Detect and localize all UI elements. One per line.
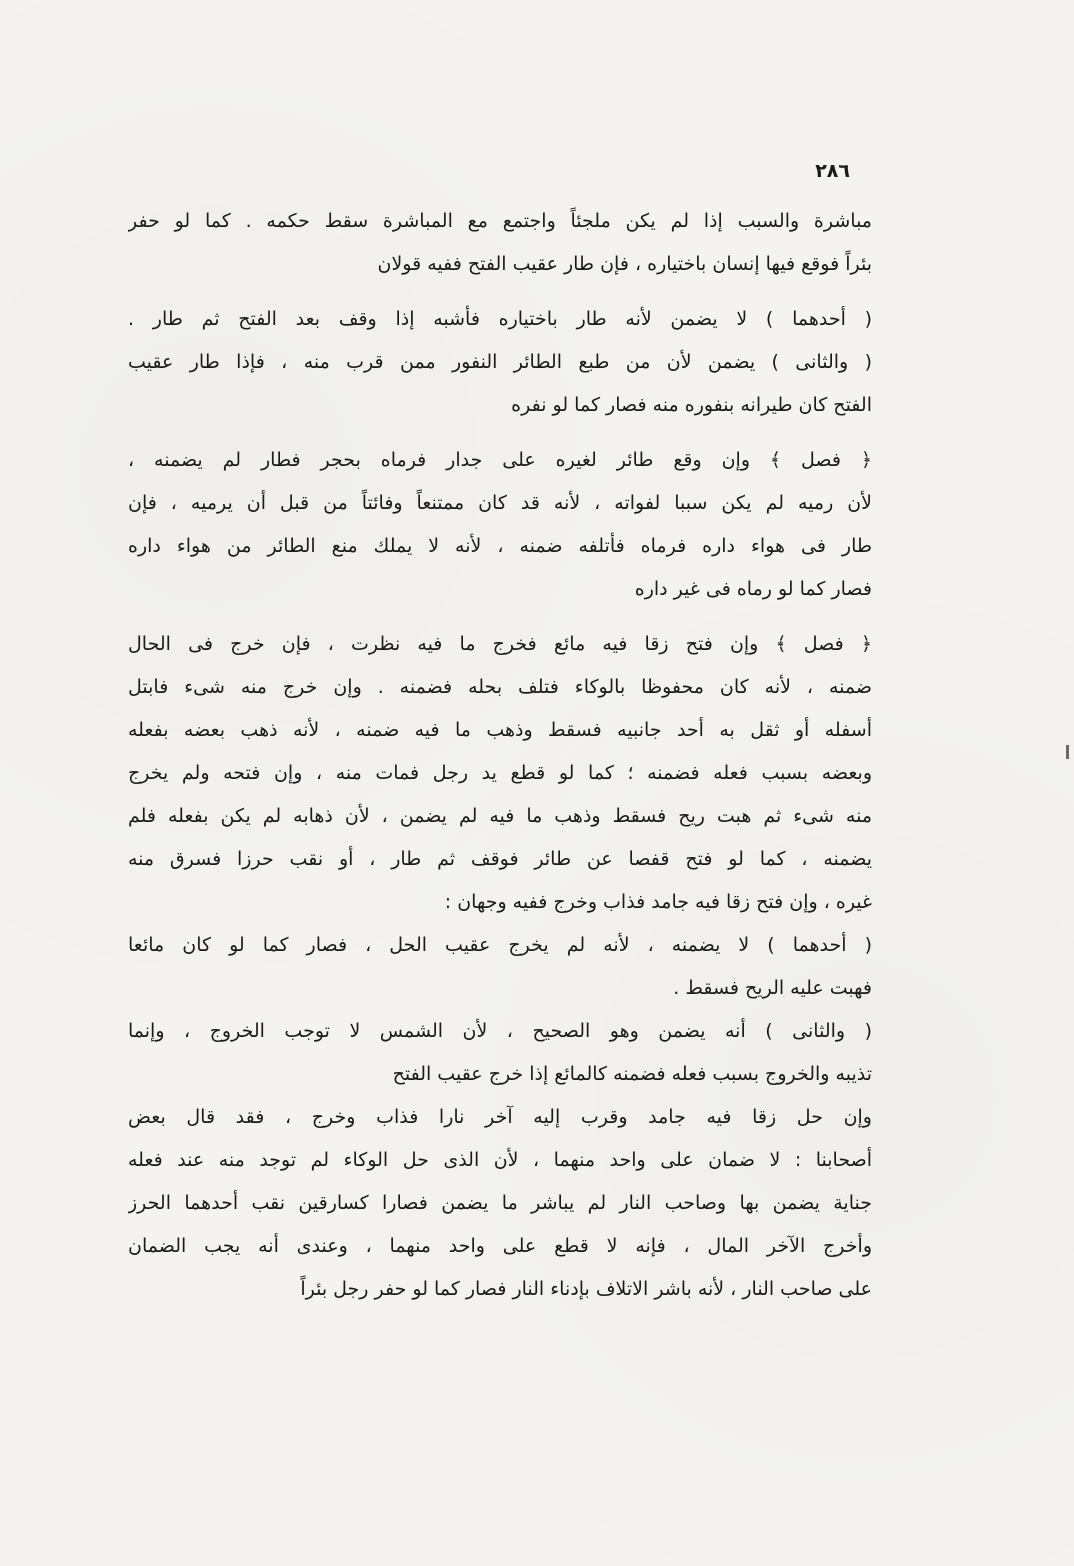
text-line: بئراً فوقع فيها إنسان باختياره ، فإن طار عقيب الفتح ففيه قولان xyxy=(377,253,872,275)
text-line: وبعضه بسبب فعله فضمنه ؛ كما لو قطع يد رجل فمات منه ، وإن فتحه ولم يخرج xyxy=(128,762,872,784)
text-line: مباشرة والسبب إذا لم يكن ملجئاً واجتمع مع المباشرة سقط حكمه . كما لو حفر xyxy=(128,210,872,232)
paragraph-2 xyxy=(128,298,872,427)
text-line: ﴿ فصل ﴾ وإن فتح زقا فيه مائع فخرج ما فيه نظرت ، فإن خرج فى الحال xyxy=(128,633,872,655)
text-line: وأخرج الآخر المال ، فإنه لا قطع على واحد منهما ، وعندى أنه يجب الضمان xyxy=(128,1235,872,1257)
page-number: ٢٨٦ xyxy=(815,160,850,182)
text-line: تذيبه والخروج بسبب فعله فضمنه كالمائع إذا خرج عقيب الفتح xyxy=(392,1063,872,1085)
text-line: ( أحدهما ) لا يضمنه ، لأنه لم يخرج عقيب الحل ، فصار كما لو كان مائعا xyxy=(128,934,872,956)
body-text xyxy=(128,200,872,1311)
text-line: جناية يضمن بها وصاحب النار لم يباشر ما يضمن فصارا كسارقين نقب أحدهما الحرز xyxy=(128,1192,872,1214)
paragraph-7 xyxy=(128,1096,872,1311)
text-line: أصحابنا : لا ضمان على واحد منهما ، لأن الذى حل الوكاء لم توجد منه عند فعله xyxy=(128,1149,872,1171)
paragraph-4 xyxy=(128,623,872,924)
text-line: غيره ، وإن فتح زقا فيه جامد فذاب وخرج ففيه وجهان : xyxy=(444,891,872,913)
paragraph-5 xyxy=(128,924,872,1010)
text-line: فهبت عليه الريح فسقط . xyxy=(673,977,872,999)
text-line: يضمنه ، كما لو فتح قفصا عن طائر فوقف ثم طار ، أو نقب حرزا فسرق منه xyxy=(128,848,872,870)
paragraph-6 xyxy=(128,1010,872,1096)
text-line: فصار كما لو رماه فى غير داره xyxy=(634,578,872,600)
scan-edge-mark xyxy=(1066,745,1069,759)
text-line: ( أحدهما ) لا يضمن لأنه طار باختياره فأشبه إذا وقف بعد الفتح ثم طار . xyxy=(128,308,872,330)
text-line: ﴿ فصل ﴾ وإن وقع طائر لغيره على جدار فرماه بحجر فطار لم يضمنه ، xyxy=(128,449,872,471)
text-line: على صاحب النار ، لأنه باشر الاتلاف بإدناء النار فصار كما لو حفر رجل بئراً xyxy=(300,1278,872,1300)
paragraph-3 xyxy=(128,439,872,611)
text-line: الفتح كان طيرانه بنفوره منه فصار كما لو نفره xyxy=(511,394,872,416)
text-line: لأن رميه لم يكن سببا لفواته ، لأنه قد كان ممتنعاً وفائتاً من قبل أن يرميه ، فإن xyxy=(128,492,872,514)
text-line: ( والثانى ) يضمن لأن من طبع الطائر النفور ممن قرب منه ، فإذا طار عقيب xyxy=(128,351,872,373)
text-line: منه شىء ثم هبت ريح فسقط وذهب ما فيه لم يضمن ، لأن ذهابه لم يكن بفعله فلم xyxy=(128,805,872,827)
text-line: طار فى هواء داره فرماه فأتلفه ضمنه ، لأنه لا يملك منع الطائر من هواء داره xyxy=(128,535,872,557)
paragraph-1 xyxy=(128,200,872,286)
text-line: ضمنه ، لأنه كان محفوظا بالوكاء فتلف بحله فضمنه . وإن خرج منه شىء فابتل xyxy=(128,676,872,698)
text-line: أسفله أو ثقل به أحد جانبيه فسقط وذهب ما فيه ضمنه ، لأنه ذهب بعضه بفعله xyxy=(128,719,872,741)
text-line: ( والثانى ) أنه يضمن وهو الصحيح ، لأن الشمس لا توجب الخروج ، وإنما xyxy=(128,1020,872,1042)
text-line: وإن حل زقا فيه جامد وقرب إليه آخر نارا فذاب وخرج ، فقد قال بعض xyxy=(128,1106,872,1128)
